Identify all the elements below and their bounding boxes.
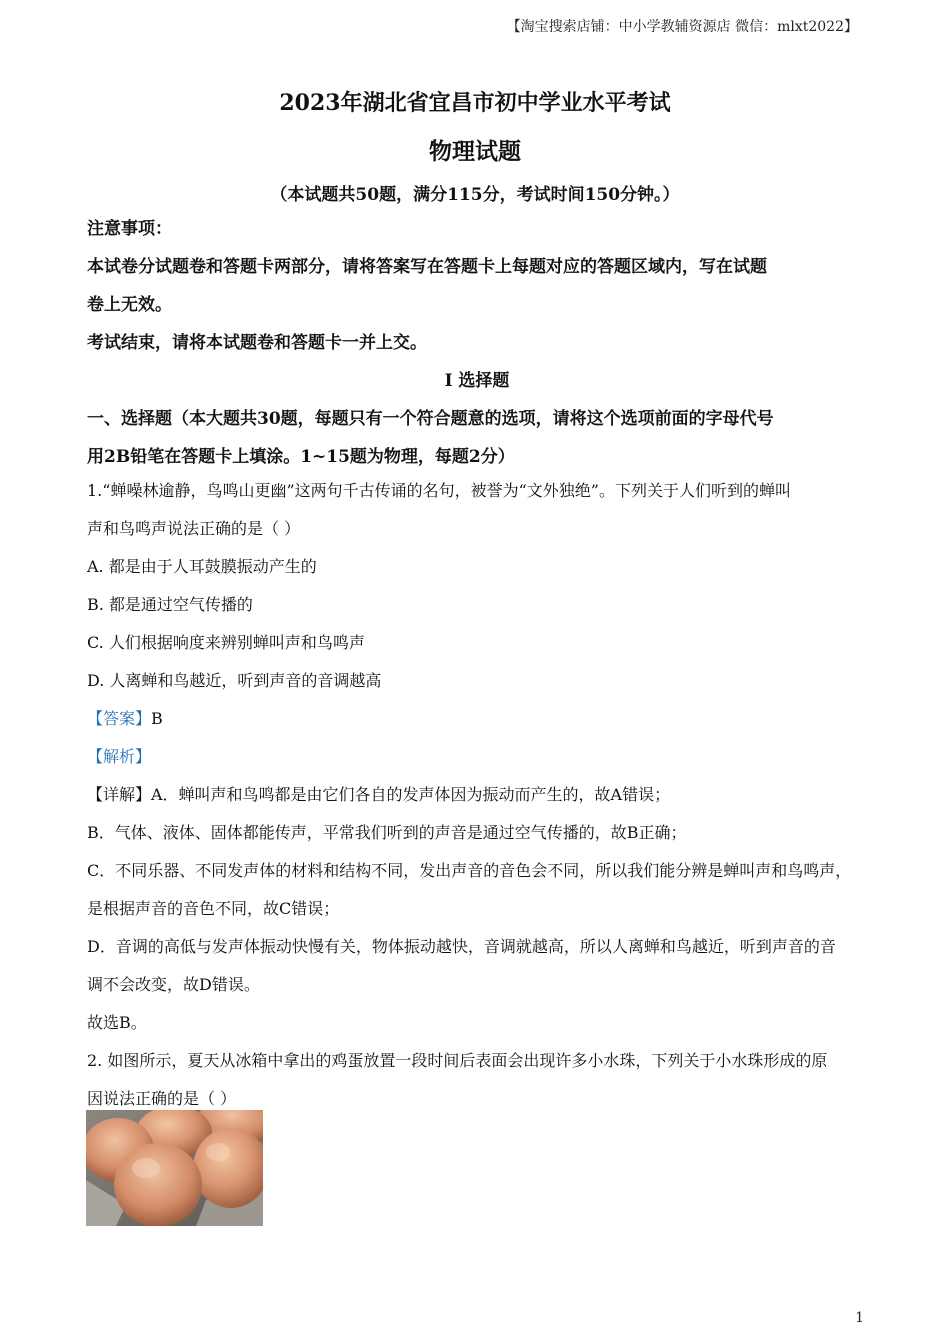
option-c: C. 人们根据响度来辨别蝉叫声和鸟鸣声 (87, 633, 365, 652)
notes-line: 卷上无效。 (87, 295, 172, 315)
answer-tag: 【答案】 (87, 709, 152, 728)
detail-line: C．不同乐器、不同发声体的材料和结构不同，发出声音的音色会不同，所以我们能分辨是蝉叫声和鸟鸣声， (87, 861, 852, 880)
question-2-stem: 因说法正确的是（ ） (87, 1089, 237, 1108)
section-instructions: 用2B铅笔在答题卡上填涂。1~15题为物理，每题2分） (87, 447, 515, 467)
option-d: D. 人离蝉和鸟越近，听到声音的音调越高 (87, 671, 382, 690)
question-stem: 声和鸟鸣声说法正确的是（ ） (87, 519, 301, 538)
detail-line: 【详解】A．蝉叫声和鸟鸣都是由它们各自的发声体因为振动而产生的，故A错误； (87, 785, 671, 804)
exam-title: 2023年湖北省宜昌市初中学业水平考试 (279, 90, 671, 116)
detail-line: 调不会改变，故D错误。 (87, 975, 260, 994)
notes-section (87, 210, 867, 476)
exam-info: （本试题共50题，满分115分，考试时间150分钟。） (270, 185, 680, 205)
section-instructions: 一、选择题（本大题共30题，每题只有一个符合题意的选项，请将这个选项前面的字母代号 (87, 409, 774, 429)
part-title: I 选择题 (444, 371, 510, 391)
detail-line: 是根据声音的音色不同，故C错误； (87, 899, 340, 918)
notes-heading: 注意事项： (87, 219, 172, 239)
option-a: A. 都是由于人耳鼓膜振动产生的 (87, 557, 317, 576)
notes-line: 考试结束，请将本试题卷和答题卡一并上交。 (87, 333, 427, 353)
question-stem: 1.“蝉噪林逾静，鸟鸣山更幽”这两句千古传诵的名句，被誉为“文外独绝”。下列关于人们听到的蝉叫 (87, 481, 791, 500)
detail-line: 故选B。 (87, 1013, 147, 1032)
page-header-note: 【淘宝搜索店铺：中小学教辅资源店 微信：mlxt2022】 (506, 19, 858, 35)
detail-line: B．气体、液体、固体都能传声，平常我们听到的声音是通过空气传播的，故B正确； (87, 823, 687, 842)
option-b: B. 都是通过空气传播的 (87, 595, 253, 614)
question-1 (87, 472, 867, 1118)
exam-subtitle: 物理试题 (429, 138, 521, 165)
detail-line: D．音调的高低与发声体振动快慢有关，物体振动越快，音调就越高，所以人离蝉和鸟越近，听到声音的音 (87, 937, 836, 956)
eggs-photo (86, 1110, 263, 1226)
page-number: 1 (855, 1310, 864, 1326)
answer-line (87, 700, 867, 738)
answer-value: B (151, 709, 163, 728)
notes-line: 本试卷分试题卷和答题卡两部分，请将答案写在答题卡上每题对应的答题区域内，写在试题 (87, 257, 767, 277)
question-2-stem: 2. 如图所示，夏天从冰箱中拿出的鸡蛋放置一段时间后表面会出现许多小水珠，下列关于小水珠形成的原 (87, 1051, 828, 1070)
analysis-tag: 【解析】 (87, 747, 152, 766)
